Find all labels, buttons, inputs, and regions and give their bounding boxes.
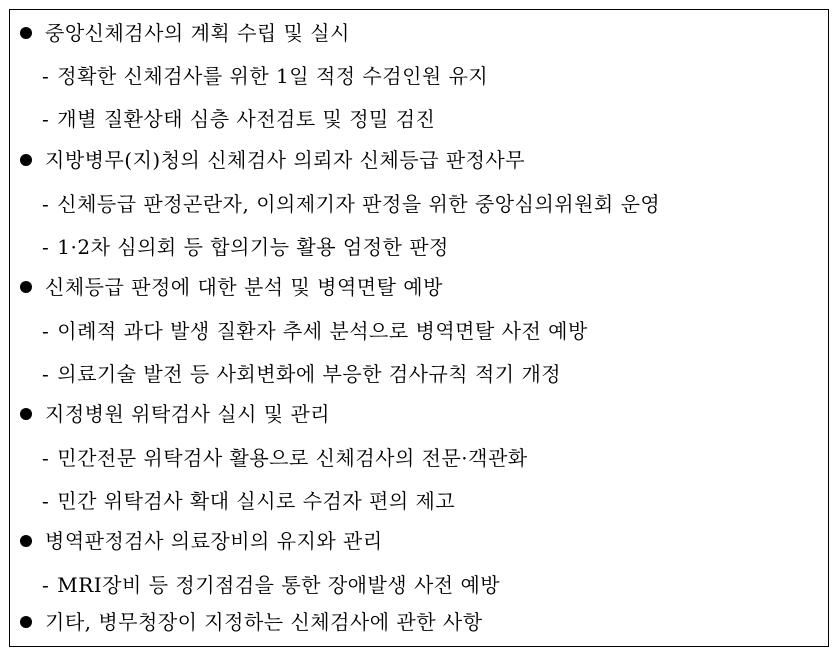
sub-text: 의료기술 발전 등 사회변화에 부응한 검사규칙 적기 개정 (57, 362, 562, 386)
sub-item (42, 486, 455, 516)
sub-marker: - (42, 192, 50, 216)
sub-text: 정확한 신체검사를 위한 1일 적정 수검인원 유지 (57, 64, 489, 88)
sub-marker: - (42, 446, 50, 470)
sub-item (42, 359, 561, 389)
sub-item (42, 189, 660, 219)
bullet-item (20, 607, 483, 637)
bullet-text: 기타, 병무청장이 지정하는 신체검사에 관한 사항 (45, 610, 483, 634)
bullet-dot-icon (20, 27, 32, 39)
sub-marker: - (42, 235, 50, 259)
sub-item (42, 104, 435, 134)
bullet-text: 지정병원 위탁검사 실시 및 관리 (45, 402, 331, 426)
sub-marker: - (42, 362, 50, 386)
bullet-text: 중앙신체검사의 계획 수립 및 실시 (45, 21, 350, 45)
sub-text: 신체등급 판정곤란자, 이의제기자 판정을 위한 중앙심의위원회 운영 (57, 192, 661, 216)
sub-marker: - (42, 489, 50, 513)
bullet-text: 병역판정검사 의료장비의 유지와 관리 (45, 529, 383, 553)
content-box (9, 9, 829, 647)
sub-text: 이례적 과다 발생 질환자 추세 분석으로 병역면탈 사전 예방 (57, 319, 588, 343)
bullet-text: 지방병무(지)청의 신체검사 의뢰자 신체등급 판정사무 (45, 148, 526, 172)
bullet-dot-icon (20, 154, 32, 166)
bullet-item (20, 18, 350, 48)
sub-item (42, 443, 528, 473)
sub-text: 개별 질환상태 심층 사전검토 및 정밀 검진 (57, 107, 436, 131)
bullet-item (20, 399, 330, 429)
bullet-dot-icon (20, 281, 32, 293)
sub-marker: - (42, 573, 50, 597)
bullet-dot-icon (20, 616, 32, 628)
bullet-item (20, 272, 443, 302)
sub-marker: - (42, 64, 50, 88)
sub-item (42, 232, 449, 262)
sub-item (42, 570, 500, 600)
sub-text: 민간 위탁검사 확대 실시로 수검자 편의 제고 (57, 489, 456, 513)
sub-text: 민간전문 위탁검사 활용으로 신체검사의 전문·객관화 (57, 446, 528, 470)
sub-marker: - (42, 107, 50, 131)
bullet-item (20, 145, 525, 175)
sub-text: 1·2차 심의회 등 합의기능 활용 엄정한 판정 (57, 235, 449, 259)
bullet-text: 신체등급 판정에 대한 분석 및 병역면탈 예방 (45, 275, 443, 299)
sub-text: MRI장비 등 정기점검을 통한 장애발생 사전 예방 (57, 573, 501, 597)
sub-marker: - (42, 319, 50, 343)
bullet-item (20, 526, 383, 556)
bullet-dot-icon (20, 408, 32, 420)
sub-item (42, 61, 488, 91)
bullet-dot-icon (20, 535, 32, 547)
sub-item (42, 316, 588, 346)
